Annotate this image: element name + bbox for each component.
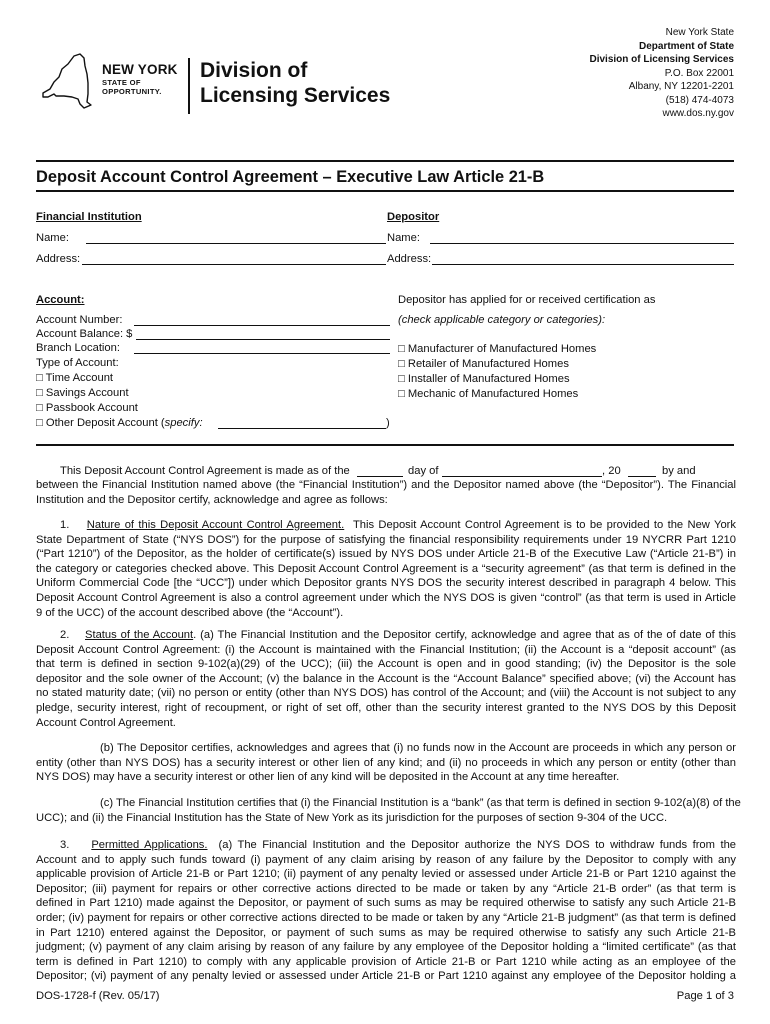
paragraph-line: that term is defined in section 9-102(a)(29) of the UCC); (iii) the Account is open and in good standing; (iv) the Depositor is the sole bbox=[36, 658, 736, 671]
intro-year-field[interactable] bbox=[628, 476, 656, 477]
other-account-specify: specify: bbox=[164, 417, 203, 429]
paragraph-line: in Part 1210) entered against the Depositor, or payment of such sums as may be required otherwise to satisfy any such Article 21-B bbox=[36, 926, 736, 939]
paragraph-line: defined in Part 1210) made against the Depositor, or payment of such sums as may be required otherwise to satisfy any such Article 21-B bbox=[36, 897, 736, 910]
other-deposit-account-checkbox[interactable] bbox=[36, 416, 203, 430]
paragraph-line-text: This Deposit Account Control Agreement is to be provided to the New York bbox=[352, 519, 737, 531]
logo-division-line2: Licensing Services bbox=[200, 84, 391, 107]
paragraph-3-number: 3. bbox=[60, 839, 70, 851]
form-number: DOS-1728-f (Rev. 05/17) bbox=[36, 990, 160, 1002]
logo-divider bbox=[188, 58, 190, 114]
paragraph-line: State Department of State (“NYS DOS”) for the purpose of satisfying the financial responsibility requirements under 19 NYCRR Part 1210 bbox=[36, 533, 736, 546]
intro-text-d: by and bbox=[662, 465, 696, 477]
depositor-heading: Depositor bbox=[387, 211, 440, 223]
logo-new-york-text: NEW YORK bbox=[102, 62, 178, 77]
other-account-close: ) bbox=[386, 417, 390, 429]
paragraph-line: NYS DOS) may have a security interest or other lien of any kind will be deposited in the Account at any time hereafter. bbox=[36, 771, 620, 784]
new-york-state-outline-icon bbox=[40, 50, 100, 110]
paragraph-2 bbox=[36, 628, 736, 730]
account-heading: Account: bbox=[36, 294, 85, 306]
paragraph-line bbox=[36, 518, 736, 533]
intro-text-c: , 20 bbox=[602, 465, 621, 477]
address-division: Division of Licensing Services bbox=[589, 54, 734, 65]
fi-name-field[interactable] bbox=[86, 243, 386, 244]
intro-paragraph bbox=[36, 478, 736, 507]
installer-checkbox[interactable]: □ Installer of Manufactured Homes bbox=[398, 373, 570, 385]
logo-division-line1: Division of bbox=[200, 59, 308, 82]
intro-month-field[interactable] bbox=[442, 476, 602, 477]
paragraph-line: order; (iv) payment for repairs or other corrective actions directed to be made or taken by any “Article 21-B judgment” (as that term is defined bbox=[36, 911, 736, 924]
certification-instruction: (check applicable category or categories): bbox=[398, 314, 606, 326]
paragraph-line bbox=[36, 838, 736, 853]
paragraph-line: Deposit Account Control Agreement: (i) the Account is maintained with the Financial Institution; (ii) the Account is a “deposit account” (as bbox=[36, 643, 736, 656]
paragraph-2-heading: Status of the Account bbox=[85, 629, 194, 641]
depositor-name-label: Name: bbox=[387, 232, 420, 244]
paragraph-3-heading: Permitted Applications. bbox=[91, 839, 208, 851]
page-number: Page 1 of 3 bbox=[676, 990, 734, 1002]
paragraph-line: term is defined in Part 1210) to comply with any applicable provision of Article 21-B or Part 1210 while acting as an employee of the bbox=[36, 955, 736, 968]
paragraph-line bbox=[36, 628, 736, 643]
paragraph-line: Uniform Commercial Code [the “UCC”]) under which Depositor grants NYS DOS the security interest described in paragraph 4 below. This bbox=[36, 577, 736, 590]
nys-logo bbox=[40, 50, 400, 130]
paragraph-line: depositor and the sole owner of the Account; (v) the balance in the Account is the “Account Balance” specified above; (vi) the Account has bbox=[36, 672, 736, 685]
other-account-label: □ Other Deposit Account ( bbox=[36, 417, 165, 429]
account-type-label: Type of Account: bbox=[36, 357, 119, 369]
paragraph-line: the category or categories checked above. This Deposit Account Control Agreement is a “security agreement” (as that term is defined in the bbox=[36, 562, 736, 575]
depositor-name-field[interactable] bbox=[430, 243, 734, 244]
account-number-field[interactable] bbox=[134, 325, 390, 326]
paragraph-line: Deposit Account Control Agreement is also a control agreement under which the NYS DOS is given “control” (as that term is used in Article bbox=[36, 591, 736, 604]
paragraph-2b bbox=[36, 741, 736, 785]
paragraph-1-heading: Nature of this Deposit Account Control Agreement. bbox=[86, 519, 345, 531]
address-city: Albany, NY 12201-2201 bbox=[628, 81, 734, 92]
intro-text-b: day of bbox=[408, 465, 439, 477]
intro-line: Institution and the Depositor certify, acknowledge and agree as follows: bbox=[36, 493, 388, 506]
agency-address-block bbox=[590, 26, 735, 121]
paragraph-line: applicable provision of Article 21-B or Part 1210; (ii) payment of any penalty levied or assessed under Article 21-B or Part 1210 against the bbox=[36, 868, 736, 881]
other-account-specify-field[interactable] bbox=[218, 428, 386, 429]
fi-address-label: Address: bbox=[36, 253, 81, 265]
depositor-address-field[interactable] bbox=[432, 264, 734, 265]
paragraph-line: entity (other than NYS DOS) has a security interest or other lien of any kind; and (ii) no proceeds in which any person or entity (other than bbox=[36, 756, 736, 769]
time-account-checkbox[interactable]: □ Time Account bbox=[36, 372, 114, 384]
paragraph-line: (b) The Depositor certifies, acknowledges and agrees that (i) no funds now in the Account are proceeds in which any person or bbox=[100, 742, 736, 754]
address-phone: (518) 474-4073 bbox=[665, 94, 734, 106]
paragraph-3 bbox=[36, 838, 736, 984]
branch-location-field[interactable] bbox=[134, 353, 390, 354]
paragraph-2c bbox=[36, 796, 741, 825]
paragraph-line: judgment; (v) payment of any claim arising by reason of any failure by any employee of the Depositor holding a “limited certificate” (as that bbox=[36, 941, 736, 954]
depositor-address-label: Address: bbox=[387, 253, 432, 265]
paragraph-line: Account and to apply such funds toward (i) payment of any claim arising by reason of any failure by the Depositor to comply with any bbox=[36, 853, 736, 866]
address-department: Department of State bbox=[638, 40, 734, 52]
paragraph-line: 9 of the UCC) of the account described above (the “Account”). bbox=[36, 606, 344, 619]
paragraph-line: no stated maturity date; (vii) no person or entity (other than NYS DOS) has control of the Account; and (viii) the Account is not subject to any bbox=[36, 687, 736, 700]
page-title: Deposit Account Control Agreement – Executive Law Article 21-B bbox=[36, 168, 545, 186]
mechanic-checkbox[interactable]: □ Mechanic of Manufactured Homes bbox=[398, 388, 579, 400]
manufacturer-checkbox[interactable]: □ Manufacturer of Manufactured Homes bbox=[398, 343, 597, 355]
certification-intro: Depositor has applied for or received certification as bbox=[398, 294, 656, 306]
address-website: www.dos.ny.gov bbox=[662, 108, 734, 119]
paragraph-1-number: 1. bbox=[60, 519, 70, 531]
passbook-account-checkbox[interactable]: □ Passbook Account bbox=[36, 402, 138, 414]
intro-line: between the Financial Institution named above (the “Financial Institution”) and the Depositor named above (the “Depositor”). The Financial bbox=[36, 479, 736, 491]
paragraph-line-text: (a) The Financial Institution and the Depositor authorize the NYS DOS to withdraw funds from the bbox=[218, 839, 737, 851]
address-state: New York State bbox=[665, 27, 734, 38]
address-po-box: P.O. Box 22001 bbox=[664, 67, 734, 79]
account-balance-label: Account Balance: $ bbox=[36, 328, 133, 340]
header-divider bbox=[36, 160, 734, 162]
fi-address-field[interactable] bbox=[82, 264, 386, 265]
section-divider bbox=[36, 444, 734, 446]
logo-state-of-text: STATE OF bbox=[102, 78, 141, 87]
intro-text-a: This Deposit Account Control Agreement is made as of the bbox=[60, 465, 350, 477]
account-balance-field[interactable] bbox=[136, 339, 390, 340]
retailer-checkbox[interactable]: □ Retailer of Manufactured Homes bbox=[398, 358, 569, 370]
paragraph-line: Account Control Agreement. bbox=[36, 716, 176, 729]
paragraph-line: (c) The Financial Institution certifies that (i) the Financial Institution is a “bank” (as that term is defined in section 9-102(a)(8) of the bbox=[100, 797, 741, 809]
paragraph-line: Depositor; (iii) payment for repairs or other corrective actions directed to be made or taken by any “Article 21-B order” (as that term is bbox=[36, 882, 736, 895]
account-number-label: Account Number: bbox=[36, 314, 123, 326]
branch-location-label: Branch Location: bbox=[36, 342, 120, 354]
paragraph-2-number: 2. bbox=[60, 629, 70, 641]
paragraph-line: (“Part 1210”) of the Depositor, as the holder of certificate(s) issued by NYS DOS under Article 21-B of the Executive Law (“Article 21-B”) in bbox=[36, 548, 736, 561]
paragraph-1 bbox=[36, 518, 736, 620]
financial-institution-heading: Financial Institution bbox=[36, 211, 142, 223]
fi-name-label: Name: bbox=[36, 232, 69, 244]
savings-account-checkbox[interactable]: □ Savings Account bbox=[36, 387, 129, 399]
title-divider bbox=[36, 190, 734, 192]
paragraph-line-text: . (a) The Financial Institution and the Depositor certify, acknowledge and agree that as of the of date of this bbox=[193, 629, 737, 641]
paragraph-line: pledge, security interest, right of recoupment, or right of set off, other than the security interest granted to the NYS DOS by this Deposit bbox=[36, 701, 736, 714]
paragraph-line: UCC); and (ii) the Financial Institution has the State of New York as its jurisdiction for the purposes of section 9-304 of the UCC. bbox=[36, 811, 668, 824]
paragraph-line: Depositor; (vi) payment of any penalty levied or assessed under Article 21-B or Part 1210 against any employee of the Depositor holding a bbox=[36, 970, 736, 983]
intro-day-field[interactable] bbox=[357, 476, 403, 477]
logo-opportunity-text: OPPORTUNITY. bbox=[102, 87, 162, 96]
